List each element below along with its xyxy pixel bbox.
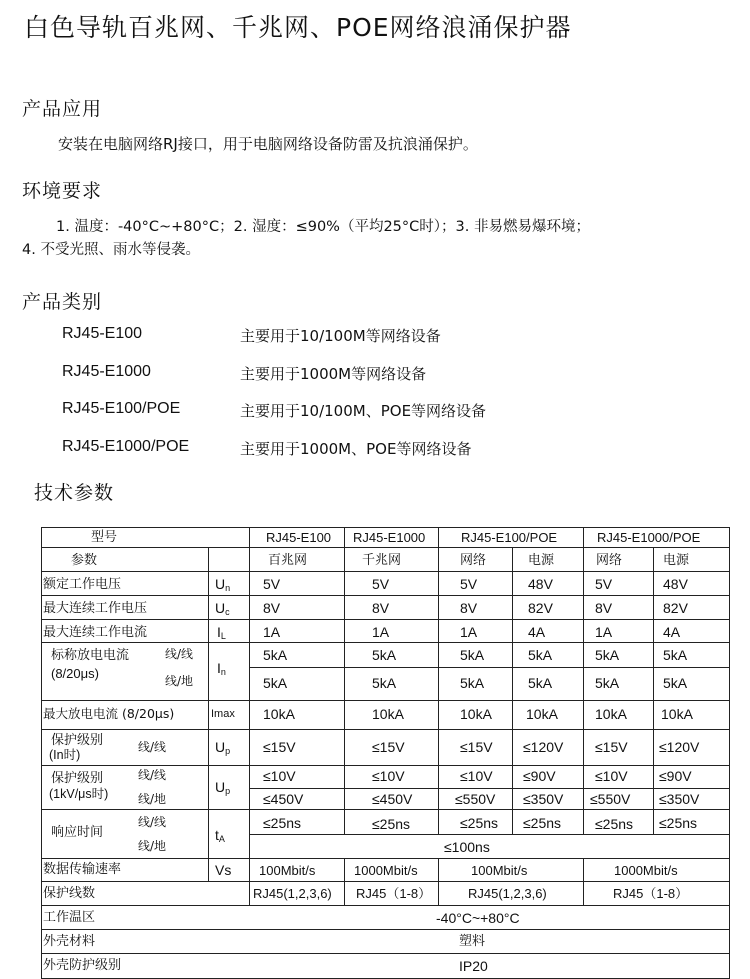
- cell-value: ≤25ns: [523, 815, 562, 831]
- row-label: 最大连续工作电流: [43, 625, 148, 640]
- table-rule: [583, 527, 584, 834]
- specs-heading: 技术参数: [34, 482, 115, 504]
- table-rule: [41, 881, 730, 882]
- page-title: 白色导轨百兆网、千兆网、POE网络浪涌保护器: [24, 13, 572, 42]
- table-rule: [249, 788, 730, 789]
- cell-value: ≤25ns: [372, 816, 411, 832]
- table-rule: [653, 547, 654, 834]
- cell-value: ≤25ns: [263, 815, 302, 831]
- cell-value: 5V: [263, 576, 281, 592]
- cell-value: ≤100ns: [444, 839, 490, 855]
- header-sub: 网络: [460, 553, 487, 568]
- row-symbol: Vs: [215, 862, 232, 878]
- cell-value: 5kA: [528, 647, 553, 663]
- row-symbol: $U_c$: [215, 600, 230, 617]
- category-model: RJ45-E1000/POE: [62, 438, 190, 455]
- table-rule: [41, 729, 730, 730]
- table-rule: [41, 527, 730, 528]
- header-sub: 电源: [663, 553, 690, 568]
- header-sub: 百兆网: [268, 553, 308, 568]
- cell-value: 5kA: [263, 647, 288, 663]
- cell-value: 100Mbit/s: [471, 863, 528, 878]
- cell-value: 4A: [528, 624, 546, 640]
- environment-line-2: 4. 不受光照、雨水等侵袭。: [22, 242, 200, 258]
- table-rule: [41, 619, 730, 620]
- cell-value: ≤15V: [460, 739, 493, 755]
- row-symbol: $t_A$: [215, 827, 225, 844]
- row-symbol: $U_p$: [215, 779, 231, 796]
- table-rule: [41, 527, 42, 979]
- row-sublabel: 线/地: [138, 839, 167, 853]
- table-rule: [249, 527, 250, 905]
- cell-value: 1A: [595, 624, 613, 640]
- table-rule: [249, 667, 730, 668]
- row-label: 保护级别: [51, 771, 104, 786]
- table-rule: [41, 858, 730, 859]
- cell-value: RJ45(1,2,3,6): [253, 886, 332, 901]
- cell-value: ≤450V: [372, 791, 413, 807]
- row-label: (8/20μs): [51, 666, 99, 681]
- cell-value: 塑料: [459, 934, 486, 949]
- header-param: 参数: [71, 553, 98, 568]
- cell-value: 5kA: [528, 675, 553, 691]
- row-symbol: $I_L$: [217, 624, 226, 641]
- cell-value: 10kA: [595, 706, 627, 722]
- cell-value: ≤350V: [659, 791, 700, 807]
- row-sublabel: 线/线: [138, 740, 167, 754]
- cell-value: 10kA: [661, 706, 693, 722]
- cell-value: 100Mbit/s: [259, 863, 316, 878]
- header-model-name: RJ45-E1000: [353, 530, 426, 545]
- cell-value: ≤10V: [372, 768, 405, 784]
- cell-value: -40°C~+80°C: [436, 910, 520, 926]
- environment-line-1: 1. 温度：-40°C~+80°C；2. 湿度：≤90%（平均25°C时）；3. 非易燃易爆环境；: [56, 219, 590, 235]
- row-label: 最大放电电流 (8/20μs): [43, 706, 175, 721]
- category-desc: 主要用于1000M等网络设备: [240, 365, 427, 383]
- cell-value: 8V: [372, 600, 390, 616]
- table-rule: [41, 953, 730, 954]
- cell-value: ≤25ns: [659, 815, 698, 831]
- row-label: 数据传输速率: [43, 862, 122, 877]
- spec-table: [41, 527, 730, 979]
- header-sub: 电源: [528, 553, 555, 568]
- row-label: 保护级别: [51, 733, 104, 748]
- header-sub: 网络: [596, 553, 623, 568]
- row-label: (In时): [49, 748, 81, 762]
- cell-value: 5V: [372, 576, 390, 592]
- cell-value: ≤10V: [263, 768, 296, 784]
- cell-value: 1000Mbit/s: [614, 863, 678, 878]
- cell-value: 4A: [663, 624, 681, 640]
- application-text: 安装在电脑网络RJ接口，用于电脑网络设备防雷及抗浪涌保护。: [58, 135, 478, 153]
- cell-value: RJ45（1-8）: [613, 886, 689, 901]
- cell-value: 48V: [663, 576, 688, 592]
- cell-value: ≤550V: [455, 791, 496, 807]
- environment-heading: 环境要求: [22, 180, 103, 202]
- table-rule: [583, 858, 584, 905]
- cell-value: 5kA: [372, 647, 397, 663]
- cell-value: 1A: [263, 624, 281, 640]
- cell-value: ≤15V: [595, 739, 628, 755]
- row-label: 外壳材料: [43, 934, 96, 949]
- table-rule: [249, 834, 730, 835]
- cell-value: ≤90V: [523, 768, 556, 784]
- row-label: 额定工作电压: [43, 577, 122, 592]
- cell-value: ≤25ns: [460, 815, 499, 831]
- row-symbol: $I_n$: [217, 660, 226, 677]
- table-rule: [41, 595, 730, 596]
- category-desc: 主要用于10/100M、POE等网络设备: [240, 402, 487, 420]
- cell-value: 5kA: [372, 675, 397, 691]
- table-rule: [438, 858, 439, 905]
- cell-value: 10kA: [460, 706, 492, 722]
- category-model: RJ45-E1000: [62, 363, 151, 380]
- header-model-name: RJ45-E1000/POE: [597, 530, 701, 545]
- cell-value: 10kA: [526, 706, 558, 722]
- header-model-name: RJ45-E100: [266, 530, 332, 545]
- table-rule: [41, 547, 730, 548]
- table-rule: [41, 905, 730, 906]
- table-rule: [41, 809, 730, 810]
- row-sublabel: 线/地: [138, 792, 167, 806]
- cell-value: RJ45（1-8）: [356, 886, 432, 901]
- cell-value: IP20: [459, 958, 488, 974]
- table-rule: [41, 700, 730, 701]
- cell-value: 8V: [460, 600, 478, 616]
- cell-value: 5kA: [595, 675, 620, 691]
- cell-value: 5kA: [460, 675, 485, 691]
- table-rule: [512, 547, 513, 834]
- cell-value: 5kA: [263, 675, 288, 691]
- cell-value: ≤550V: [590, 791, 631, 807]
- cell-value: 5V: [460, 576, 478, 592]
- cell-value: ≤120V: [523, 739, 564, 755]
- row-symbol: $U_p$: [215, 739, 231, 756]
- cell-value: RJ45(1,2,3,6): [468, 886, 547, 901]
- cell-value: ≤25ns: [595, 816, 634, 832]
- cell-value: 1A: [460, 624, 478, 640]
- cell-value: 82V: [528, 600, 553, 616]
- cell-value: 5kA: [460, 647, 485, 663]
- cell-value: ≤450V: [263, 791, 304, 807]
- cell-value: 10kA: [372, 706, 404, 722]
- category-model: RJ45-E100/POE: [62, 400, 181, 417]
- cell-value: 5kA: [663, 647, 688, 663]
- cell-value: 5V: [595, 576, 613, 592]
- row-sublabel: 线/线: [138, 815, 167, 829]
- table-rule: [208, 547, 209, 882]
- application-heading: 产品应用: [22, 98, 103, 120]
- row-sublabel: 线/地: [165, 674, 194, 688]
- category-desc: 主要用于10/100M等网络设备: [240, 327, 441, 345]
- cell-value: 10kA: [263, 706, 295, 722]
- cell-value: 5kA: [595, 647, 620, 663]
- row-label: 保护线数: [43, 886, 96, 901]
- category-desc: 主要用于1000M、POE等网络设备: [240, 440, 472, 458]
- cell-value: ≤10V: [460, 768, 493, 784]
- cell-value: ≤10V: [595, 768, 628, 784]
- cell-value: ≤120V: [659, 739, 700, 755]
- category-heading: 产品类别: [22, 291, 103, 313]
- row-label: 标称放电电流: [51, 648, 130, 663]
- row-sublabel: 线/线: [138, 768, 167, 782]
- cell-value: ≤15V: [372, 739, 405, 755]
- table-rule: [344, 858, 345, 905]
- table-rule: [41, 929, 730, 930]
- table-rule: [41, 765, 730, 766]
- cell-value: ≤350V: [523, 791, 564, 807]
- cell-value: 8V: [263, 600, 281, 616]
- cell-value: 1000Mbit/s: [354, 863, 418, 878]
- table-rule: [41, 571, 730, 572]
- row-label: (1kV/μs时): [49, 787, 109, 801]
- table-rule: [438, 527, 439, 834]
- table-rule: [41, 642, 730, 643]
- header-model-name: RJ45-E100/POE: [461, 530, 558, 545]
- row-label: 外壳防护级别: [43, 958, 122, 973]
- row-symbol: $U_n$: [215, 576, 231, 593]
- header-sub: 千兆网: [362, 553, 402, 568]
- table-rule: [729, 527, 730, 979]
- cell-value: 82V: [663, 600, 688, 616]
- row-label: 响应时间: [51, 825, 104, 840]
- cell-value: ≤15V: [263, 739, 296, 755]
- cell-value: 8V: [595, 600, 613, 616]
- cell-value: 48V: [528, 576, 553, 592]
- header-model: 型号: [91, 530, 118, 545]
- row-sublabel: 线/线: [165, 647, 194, 661]
- cell-value: 1A: [372, 624, 390, 640]
- row-label: 工作温区: [43, 910, 96, 925]
- category-model: RJ45-E100: [62, 325, 143, 342]
- row-symbol: Imax: [211, 708, 235, 720]
- table-rule: [344, 527, 345, 834]
- cell-value: ≤90V: [659, 768, 692, 784]
- cell-value: 5kA: [663, 675, 688, 691]
- row-label: 最大连续工作电压: [43, 601, 148, 616]
